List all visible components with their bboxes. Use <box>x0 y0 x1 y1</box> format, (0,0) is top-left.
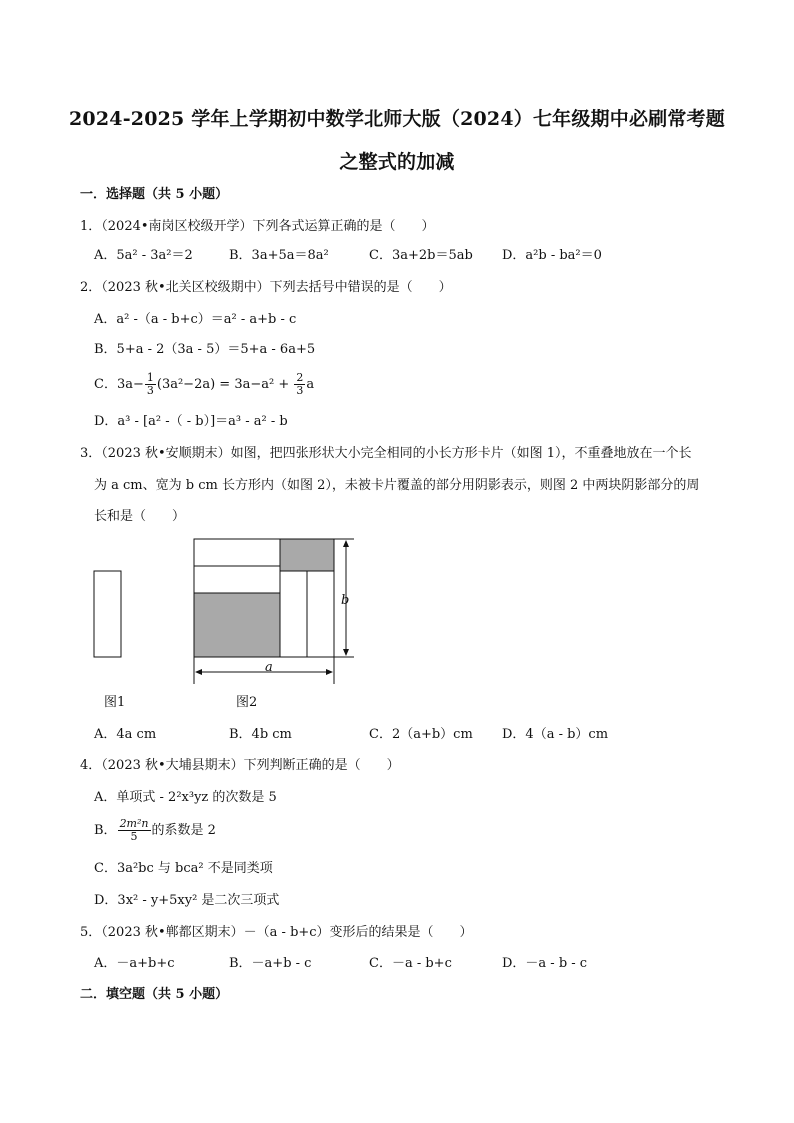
figure-1-caption: 图1 <box>104 695 126 710</box>
q3-stem-line-3: 长和是（ ） <box>94 509 186 524</box>
q5-option-c: C．－a - b+c <box>369 956 452 971</box>
q4-option-a: A．单项式 - 2²x³yz 的次数是 5 <box>94 790 277 805</box>
q1-option-c: C．3a+2b＝5ab <box>369 248 473 263</box>
q2-c-frac2-den: 3 <box>296 384 304 397</box>
q5-option-a: A．－a+b+c <box>94 956 175 971</box>
q3-option-d: D．4（a - b）cm <box>502 727 609 742</box>
figure-2-diagram <box>186 532 366 688</box>
q5-option-b: B．－a+b - c <box>229 956 312 971</box>
q3-stem-line-1: 3．（2023 秋•安顺期末）如图，把四张形状大小完全相同的小长方形卡片（如图 1），不重叠地放在一个长 <box>80 446 692 461</box>
q4-option-c: C．3a²bc 与 bca² 不是同类项 <box>94 861 273 876</box>
title-line-2: 之整式的加减 <box>339 151 455 173</box>
q2-c-suffix: a <box>306 377 315 392</box>
figure-2-caption: 图2 <box>236 695 258 710</box>
q1-option-b: B．3a+5a＝8a² <box>229 248 329 263</box>
q3-option-c: C．2（a+b）cm <box>369 727 473 742</box>
q2-c-middle: (3a²−2a) = 3a−a² + <box>156 377 294 392</box>
q2-c-frac1-num: 1 <box>146 371 154 384</box>
q2-option-a: A．a² -（a - b+c）＝a² - a+b - c <box>94 312 297 327</box>
q1-option-d: D．a²b - ba²＝0 <box>502 248 602 263</box>
figure-2-dimension-b: b <box>341 593 350 608</box>
section-heading-choice: 一．选择题（共 5 小题） <box>80 187 229 202</box>
q3-option-a: A．4a cm <box>94 727 157 742</box>
section-heading-fill-in: 二．填空题（共 5 小题） <box>80 987 229 1002</box>
q4-b-prefix: B． <box>94 823 117 838</box>
q4-option-d: D．3x² - y+5xy² 是二次三项式 <box>94 893 280 908</box>
figure-2-dimension-a: a <box>265 660 273 675</box>
q4-b-frac-num: 2m²n <box>119 817 149 830</box>
title-line-1: 2024-2025 学年上学期初中数学北师大版（2024）七年级期中必刷常考题 <box>69 108 725 130</box>
q4-b-fraction <box>118 818 151 843</box>
q4-option-b <box>94 818 216 843</box>
q2-c-frac1-den: 3 <box>146 384 154 397</box>
q1-stem: 1．（2024•南岗区校级开学）下列各式运算正确的是（ ） <box>80 219 435 234</box>
q4-b-suffix: 的系数是 2 <box>151 823 216 838</box>
q2-c-fraction-1 <box>145 372 156 397</box>
q4-stem: 4．（2023 秋•大埔县期末）下列判断正确的是（ ） <box>80 758 400 773</box>
q2-c-prefix: C．3a− <box>94 377 144 392</box>
figure-1-rectangle <box>90 566 130 662</box>
q3-stem-line-2: 为 a cm、宽为 b cm 长方形内（如图 2），未被卡片覆盖的部分用阴影表示，则图 2 中两块阴影部分的周 <box>94 478 700 493</box>
q2-c-frac2-num: 2 <box>296 371 304 384</box>
q2-c-fraction-2 <box>294 372 305 397</box>
q2-option-b: B．5+a - 2（3a - 5）＝5+a - 6a+5 <box>94 342 316 357</box>
q5-option-d: D．－a - b - c <box>502 956 588 971</box>
q2-stem: 2．（2023 秋•北关区校级期中）下列去括号中错误的是（ ） <box>80 280 452 295</box>
q2-option-c <box>94 372 314 397</box>
q1-option-a: A．5a² - 3a²＝2 <box>94 248 193 263</box>
q3-option-b: B．4b cm <box>229 727 292 742</box>
q4-b-frac-den: 5 <box>130 830 138 843</box>
q5-stem: 5．（2023 秋•郸都区期末）－（a - b+c）变形后的结果是（ ） <box>80 925 473 940</box>
q2-option-d: D．a³ - [a² -（ - b）]＝a³ - a² - b <box>94 414 288 429</box>
